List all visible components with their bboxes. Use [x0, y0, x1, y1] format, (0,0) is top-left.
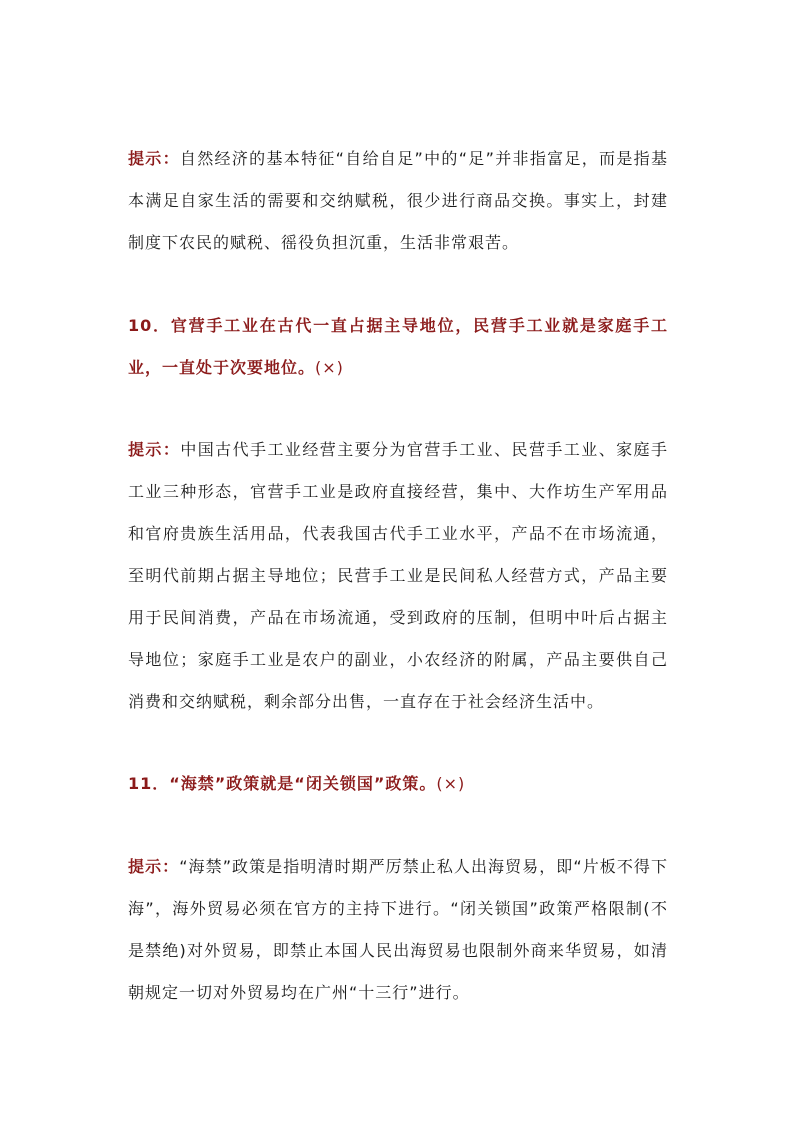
hint-label: 提示：: [128, 149, 180, 168]
question-11: [128, 763, 668, 805]
hint-paragraph-10: [128, 429, 668, 723]
hint-text: 中国古代手工业经营主要分为官营手工业、民营手工业、家庭手工业三种形态，官营手工业是政府直接经营，集中、大作坊生产军用品和官府贵族生活用品，代表我国古代手工业水平，产品不在市场流通，至明代前期占据主导地位；民营手工业是民间私人经营方式，产品主要用于民间消费，产品在市场流通，受到政府的压制，但明中叶后占据主导地位；家庭手工业是农户的副业，小农经济的附属，产品主要供自己消费和交纳赋税，剩余部分出售，一直存在于社会经济生活中。: [128, 440, 668, 711]
question-text: 10．官营手工业在古代一直占据主导地位，民营手工业就是家庭手工业，一直处于次要地位。: [128, 316, 668, 377]
hint-text: 自然经济的基本特征“自给自足”中的“足”并非指富足，而是指基本满足自家生活的需要和交纳赋税，很少进行商品交换。事实上，封建制度下农民的赋税、徭役负担沉重，生活非常艰苦。: [128, 149, 668, 252]
hint-text: “海禁”政策是指明清时期严厉禁止私人出海贸易，即“片板不得下海”，海外贸易必须在官方的主持下进行。“闭关锁国”政策严格限制(不是禁绝)对外贸易，即禁止本国人民出海贸易也限制外商来华贸易，如清朝规定一切对外贸易均在广州“十三行”进行。: [128, 857, 668, 1002]
question-text: 11．“海禁”政策就是“闭关锁国”政策。: [128, 774, 437, 793]
answer-mark: (×): [436, 774, 466, 793]
hint-label: 提示：: [128, 857, 180, 876]
question-10: [128, 305, 668, 389]
hint-paragraph-9: [128, 138, 668, 264]
hint-label: 提示：: [128, 440, 181, 459]
answer-mark: (×): [315, 358, 344, 377]
hint-paragraph-11: [128, 846, 668, 1014]
